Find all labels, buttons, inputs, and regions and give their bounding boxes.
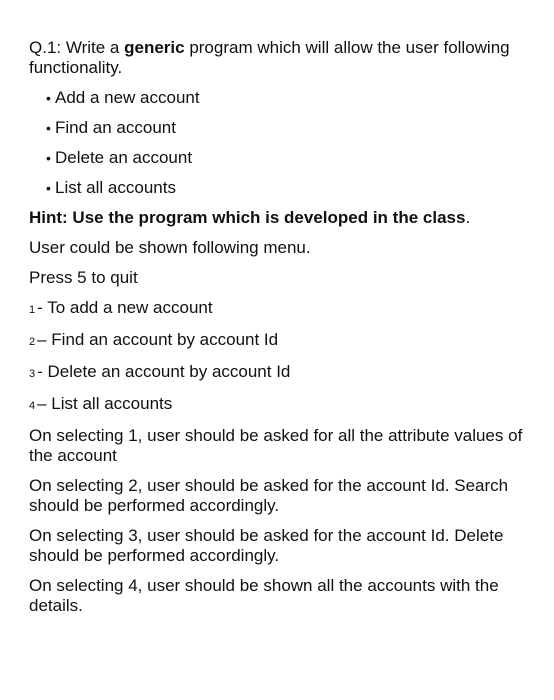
list-item — [46, 178, 534, 198]
list-item — [46, 88, 534, 108]
hint-bold: Hint: Use the program which is developed in the class — [29, 208, 466, 227]
functionality-list — [29, 88, 534, 198]
menu-option-text: – Find an account by account Id — [37, 330, 279, 349]
hint-period: . — [465, 208, 471, 227]
menu-option-text: - Delete an account by account Id — [37, 362, 291, 381]
description-paragraph: On selecting 3, user should be asked for the account Id. Delete should be performed accordingly. — [29, 526, 504, 565]
list-item — [46, 148, 534, 168]
list-item-text: Add a new account — [55, 88, 200, 107]
bullet-icon: • — [46, 150, 51, 166]
question-bold-word: generic — [124, 38, 185, 57]
list-item-text: Find an account — [55, 118, 176, 137]
menu-option-number: 2 — [29, 336, 36, 348]
description-paragraph: On selecting 1, user should be asked for all the attribute values of the account — [29, 426, 523, 465]
list-item-text: Delete an account — [55, 148, 193, 167]
menu-option — [29, 330, 534, 352]
bullet-icon: • — [46, 120, 51, 136]
quit-instruction: Press 5 to quit — [29, 268, 138, 287]
hint-text — [29, 208, 534, 228]
menu-option — [29, 362, 534, 384]
menu-option — [29, 394, 534, 416]
question-suffix: program which will allow the user following functionality. — [29, 38, 510, 77]
document-page — [29, 38, 534, 626]
question-text — [29, 38, 534, 78]
menu-intro: User could be shown following menu. — [29, 238, 311, 257]
list-item-text: List all accounts — [55, 178, 176, 197]
menu-option — [29, 298, 534, 320]
question-prefix: Q.1: Write a — [29, 38, 125, 57]
menu-option-number: 3 — [29, 368, 36, 380]
description-paragraph: On selecting 4, user should be shown all the accounts with the details. — [29, 576, 499, 615]
menu-option-text: - To add a new account — [37, 298, 213, 317]
menu-option-number: 4 — [29, 400, 36, 412]
list-item — [46, 118, 534, 138]
description-paragraph: On selecting 2, user should be asked for the account Id. Search should be performed accordingly. — [29, 476, 509, 515]
menu-option-number: 1 — [29, 304, 36, 316]
bullet-icon: • — [46, 180, 51, 196]
bullet-icon: • — [46, 90, 51, 106]
menu-option-text: – List all accounts — [37, 394, 173, 413]
